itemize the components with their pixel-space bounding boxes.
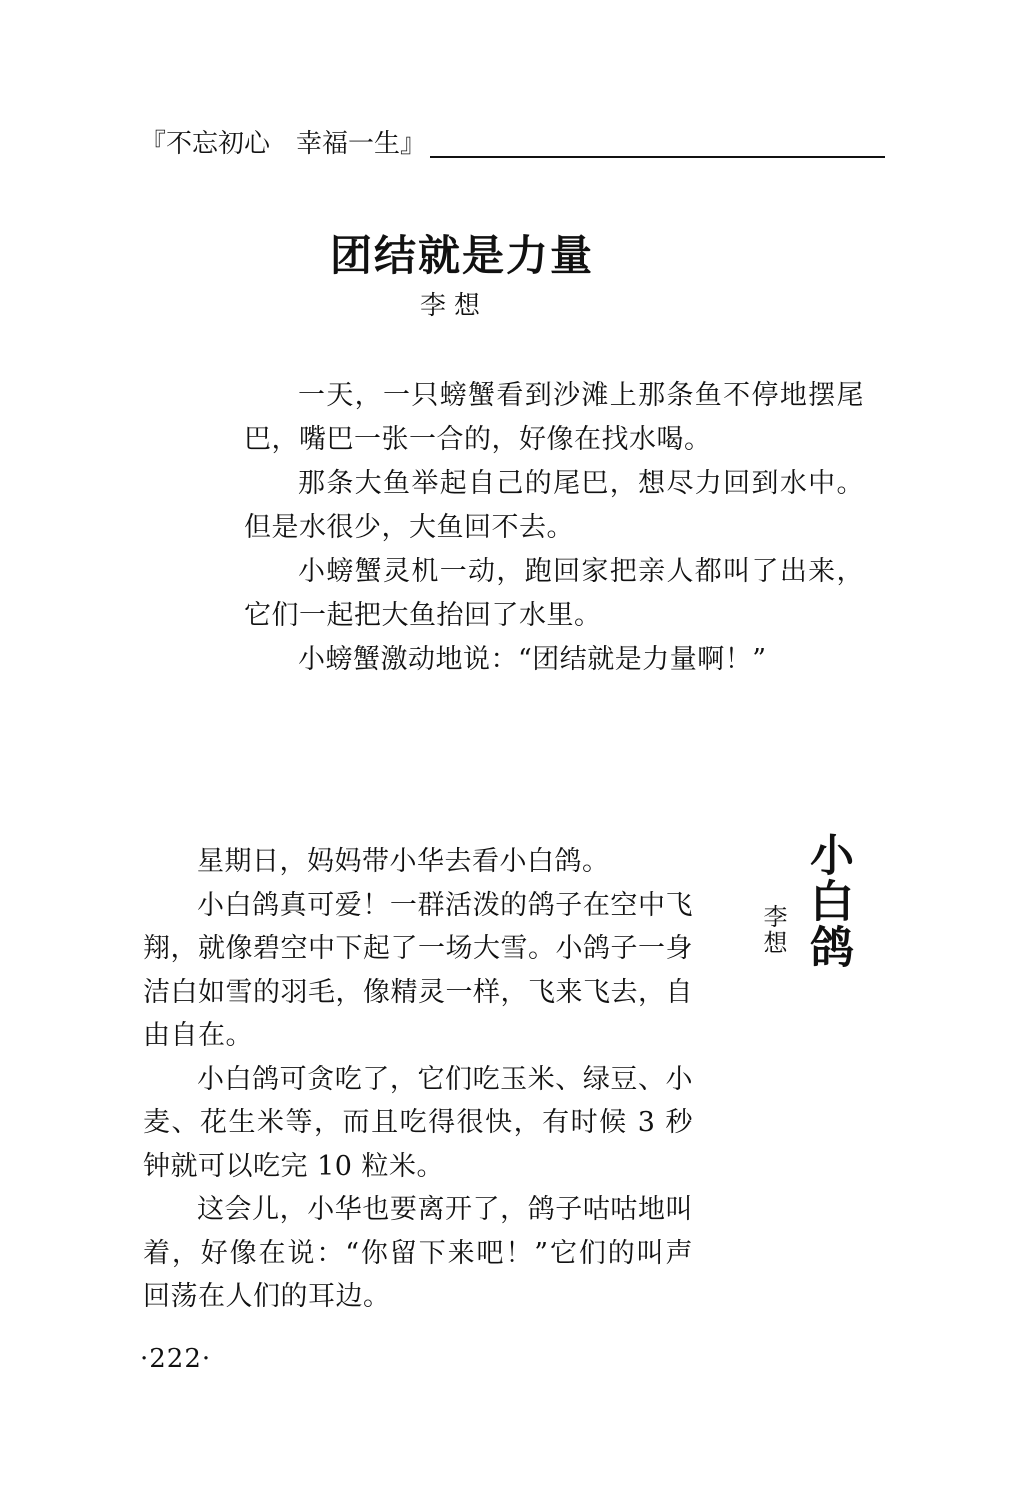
running-header-title: 『不忘初心 幸福一生』 [140,129,427,159]
paragraph: 星期日，妈妈带小华去看小白鸽。 [197,846,610,877]
paragraph: 小白鸽可贪吃了，它们吃玉米、绿豆、小麦、花生米等，而且吃得很快，有时候 3 秒钟就可以吃完 10 粒米。 [143,1063,693,1182]
story-body-unity [244,374,864,682]
story-body-white-dove [143,840,693,1319]
paragraph: 小螃蟹灵机一动，跑回家把亲人都叫了出来，它们一起把大鱼抬回了水里。 [244,556,864,631]
running-header [140,128,885,160]
paragraph: 小白鸽真可爱！一群活泼的鸽子在空中飞翔，就像碧空中下起了一场大雪。小鸽子一身洁白如雪的羽毛，像精灵一样，飞来飞去，自由自在。 [143,889,693,1051]
story-title-white-dove: 小白鸽 [802,832,853,970]
paragraph: 那条大鱼举起自己的尾巴，想尽力回到水中。但是水很少，大鱼回不去。 [244,468,864,543]
header-rule [430,156,885,158]
story-title-unity: 团结就是力量 [330,231,595,280]
page-number: ·222· [140,1344,212,1374]
paragraph: 小螃蟹激动地说：“团结就是力量啊！” [298,644,767,675]
story-author-white-dove: 李想 [759,904,787,956]
story-author-unity: 李想 [420,291,489,321]
paragraph: 这会儿，小华也要离开了，鸽子咕咕地叫着，好像在说：“你留下来吧！”它们的叫声回荡在人们的耳边。 [143,1194,693,1312]
paragraph: 一天，一只螃蟹看到沙滩上那条鱼不停地摆尾巴，嘴巴一张一合的，好像在找水喝。 [244,380,864,455]
